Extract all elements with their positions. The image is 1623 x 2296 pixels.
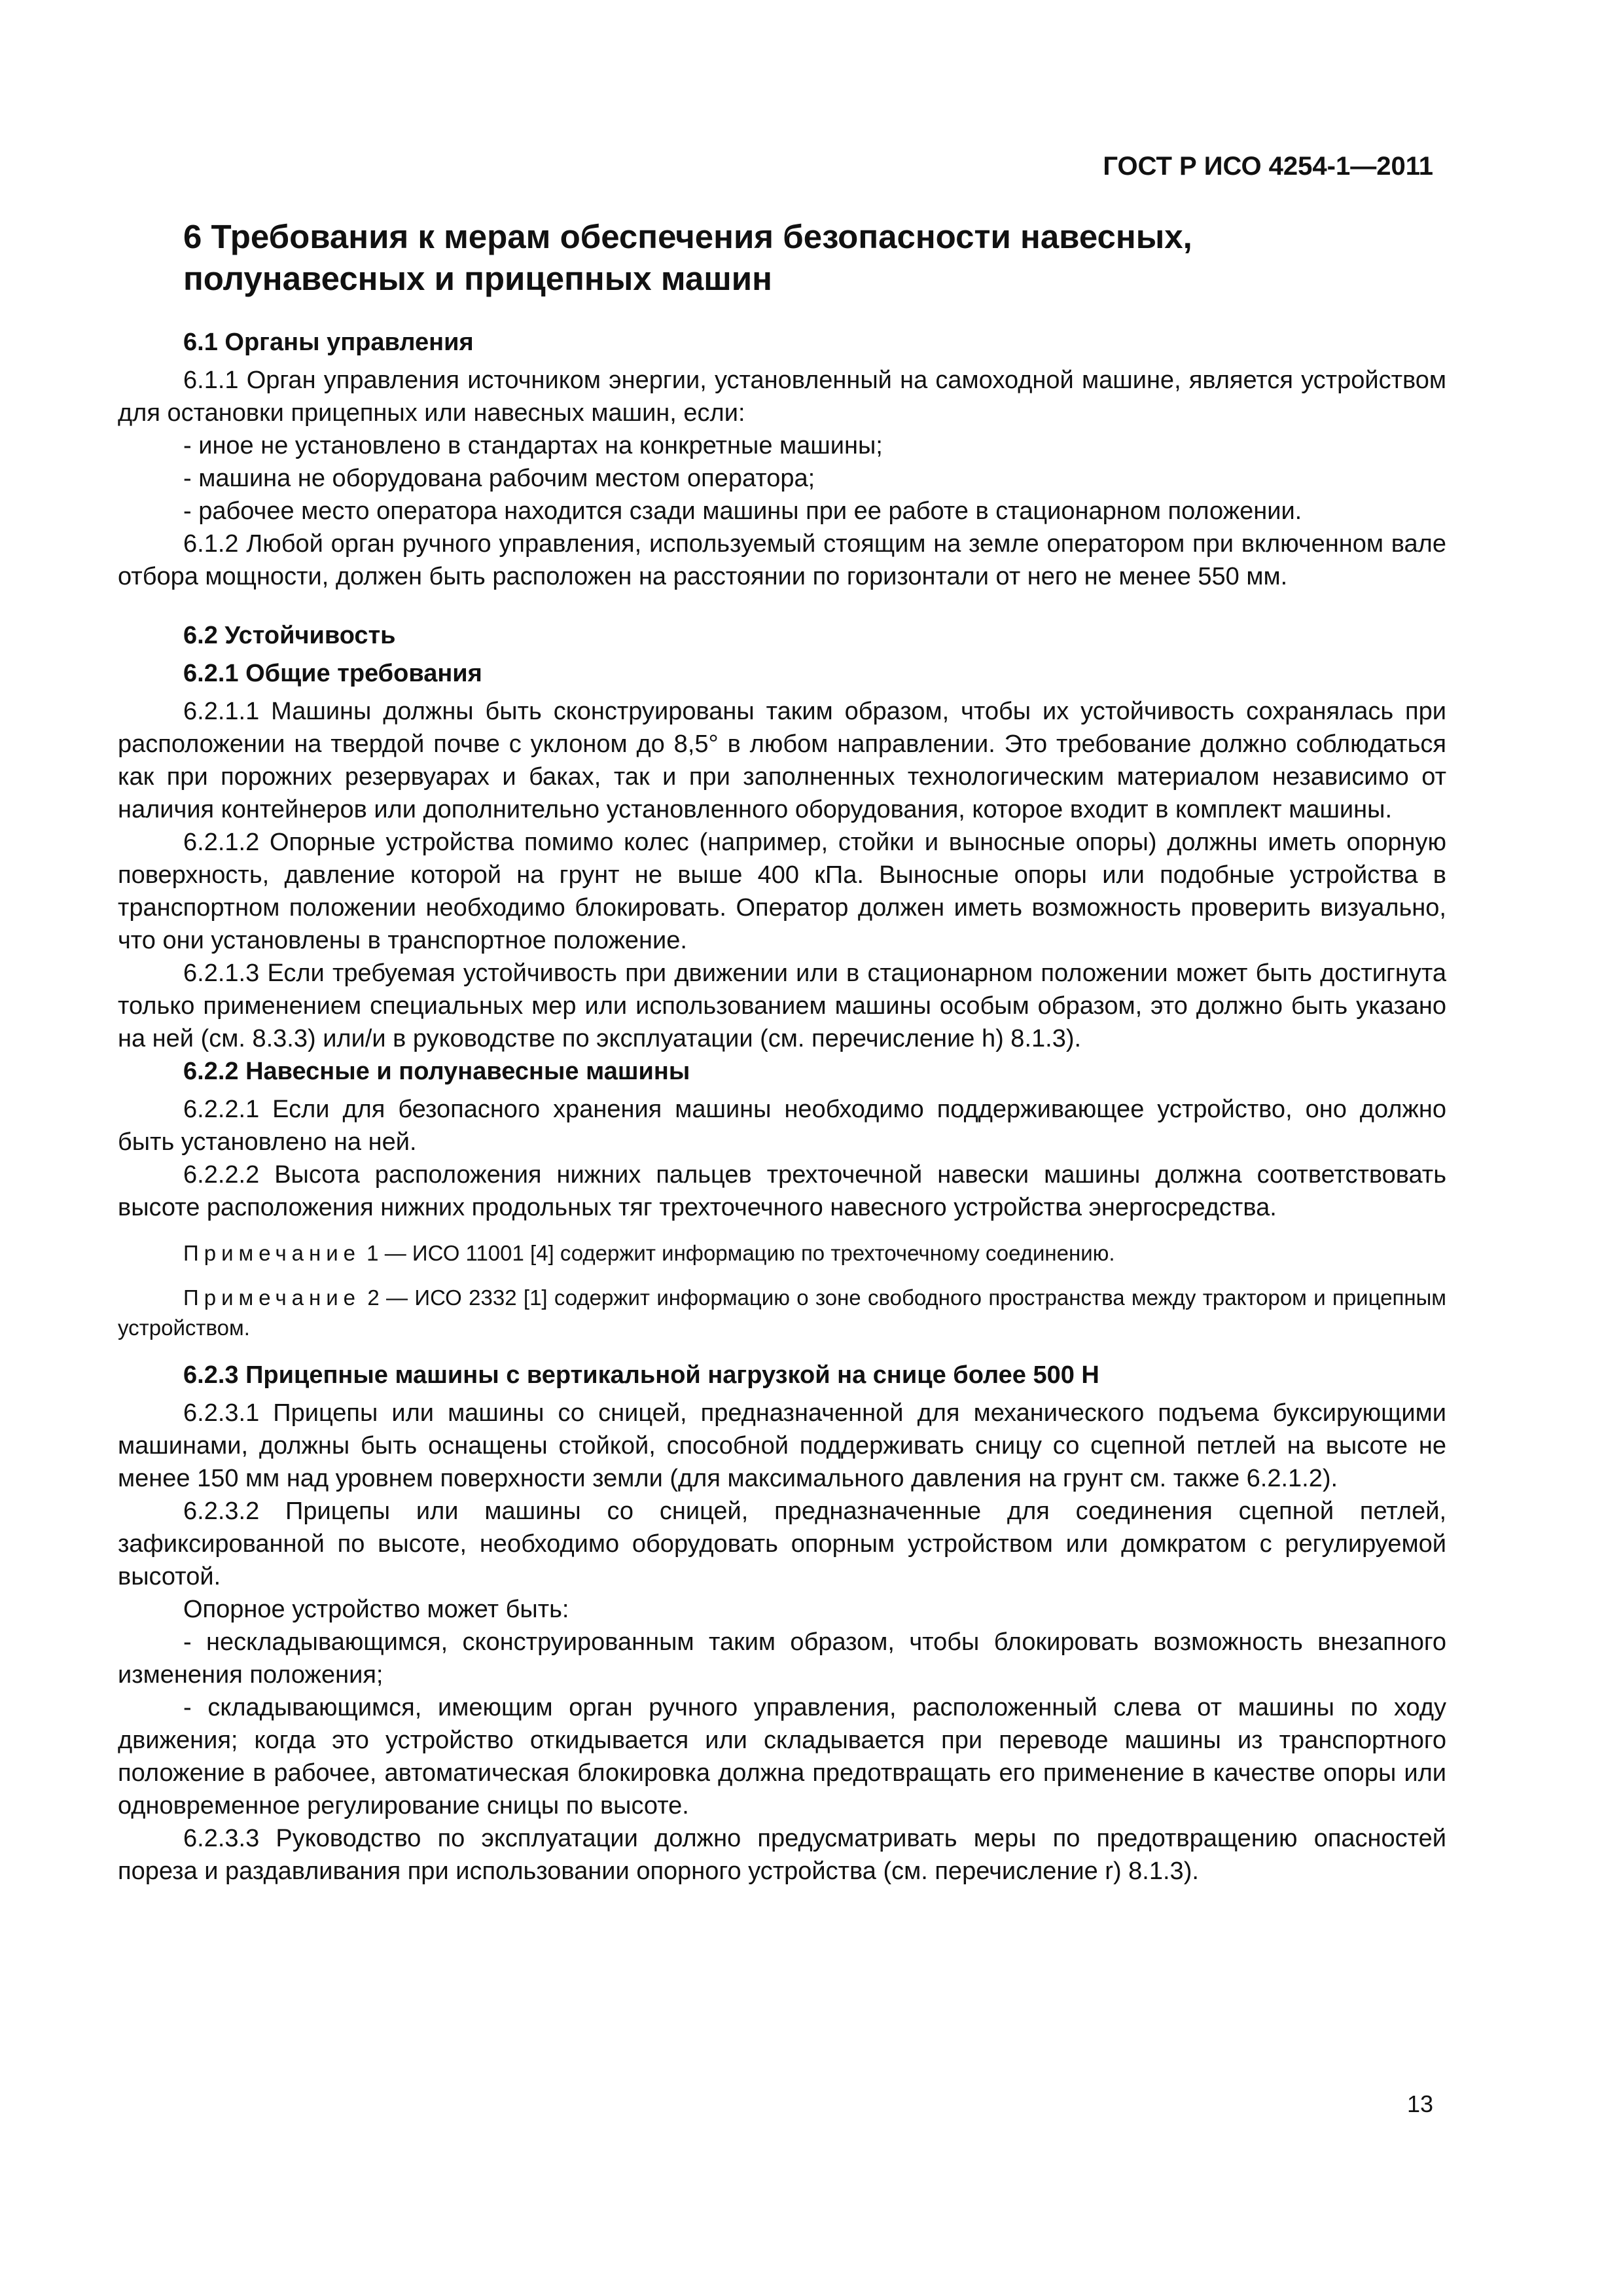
subsection-title-6-1: 6.1 Органы управления — [183, 329, 474, 356]
paragraph-6-2-3-3: 6.2.3.3 Руководство по эксплуатации должно предусматривать меры по предотвращению опасностей пореза и раздавливания при использовании опорного устройства (см. перечисление r) 8.1.3). — [118, 1825, 1446, 1885]
paragraph-6-2-3-2: 6.2.3.2 Прицепы или машины со сницей, предназначенные для соединения сцепной петлей, зафиксированной по высоте, необходимо оборудовать опорным устройством или домкратом с регулируемой высотой. — [118, 1498, 1446, 1590]
list-item: - иное не установлено в стандартах на конкретные машины; — [183, 432, 883, 459]
subsection-title-6-2-3: 6.2.3 Прицепные машины с вертикальной нагрузкой на снице более 500 Н — [183, 1361, 1099, 1389]
subsection-title-6-2-1: 6.2.1 Общие требования — [183, 660, 482, 687]
note-label: Примечание — [183, 1241, 361, 1265]
note-2 — [118, 1283, 1446, 1343]
paragraph-support-intro: Опорное устройство может быть: — [183, 1596, 569, 1623]
subsection-title-6-2-2: 6.2.2 Навесные и полунавесные машины — [183, 1058, 690, 1085]
list-item: - рабочее место оператора находится сзади машины при ее работе в стационарном положении. — [183, 497, 1302, 525]
subsection-title-6-2: 6.2 Устойчивость — [183, 622, 396, 649]
note-label: Примечание — [183, 1285, 361, 1310]
section-title-line-1: 6 Требования к мерам обеспечения безопасности навесных, — [183, 218, 1192, 255]
paragraph-6-1-1: 6.1.1 Орган управления источником энергии, установленный на самоходной машине, является устройством для остановки прицепных или навесных машин, если: — [118, 367, 1446, 427]
paragraph-6-2-1-1: 6.2.1.1 Машины должны быть сконструированы таким образом, чтобы их устойчивость сохранялась при расположении на твердой почве с уклоном до 8,5° в любом направлении. Это требование должно соблюдаться как при порожних резервуарах и баках, так и при заполненных технологическим материалом независимо от наличия контейнеров или дополнительно установленного оборудования, которое входит в комплект машины. — [118, 698, 1446, 823]
note-text: 1 — ИСО 11001 [4] содержит информацию по трехточечному соединению. — [361, 1241, 1115, 1265]
paragraph-6-2-1-2: 6.2.1.2 Опорные устройства помимо колес (например, стойки и выносные опоры) должны иметь опорную поверхность, давление которой на грунт не выше 400 кПа. Выносные опоры или подобные устройства в транспортном положении необходимо блокировать. Оператор должен иметь возможность проверить визуально, что они установлены в транспортное положение. — [118, 829, 1446, 954]
paragraph-6-2-3-1: 6.2.3.1 Прицепы или машины со сницей, предназначенной для механического подъема буксирующими машинами, должны быть оснащены стойкой, способной поддерживать сницу со сцепной петлей на высоте не менее 150 мм над уровнем поверхности земли (для максимального давления на грунт см. также 6.2.1.2). — [118, 1399, 1446, 1492]
note-1 — [118, 1238, 1446, 1268]
paragraph-6-2-2-1: 6.2.2.1 Если для безопасного хранения машины необходимо поддерживающее устройство, оно должно быть установлено на ней. — [118, 1096, 1446, 1156]
section-title-line-2: полунавесных и прицепных машин — [183, 260, 772, 297]
document-header: ГОСТ Р ИСО 4254-1—2011 — [1103, 152, 1433, 181]
paragraph-6-1-2: 6.1.2 Любой орган ручного управления, используемый стоящим на земле оператором при включенном вале отбора мощности, должен быть расположен на расстоянии по горизонтали от него не менее 550 мм. — [118, 530, 1446, 590]
paragraph-6-2-2-2: 6.2.2.2 Высота расположения нижних пальцев трехточечной навески машины должна соответствовать высоте расположения нижних продольных тяг трехточечного навесного устройства энергосредства. — [118, 1161, 1446, 1221]
section-title — [183, 216, 1446, 300]
paragraph-6-2-1-3: 6.2.1.3 Если требуемая устойчивость при движении или в стационарном положении может быть достигнута только применением специальных мер или использованием машины особым образом, это должно быть указано на ней (см. 8.3.3) или/и в руководстве по эксплуатации (см. перечисление h) 8.1.3). — [118, 960, 1446, 1052]
list-item: - машина не оборудована рабочим местом оператора; — [183, 465, 815, 492]
note-text: 2 — ИСО 2332 [1] содержит информацию о зоне свободного пространства между трактором и прицепным устройством. — [118, 1285, 1446, 1340]
document-body — [118, 209, 1446, 1888]
list-item: - складывающимся, имеющим орган ручного управления, расположенный слева от машины по ходу движения; когда это устройство откидывается или складывается при переводе машины из транспортного положение в рабочее, автоматическая блокировка должна предотвращать его применение в качестве опоры или одновременное регулирование сницы по высоте. — [118, 1694, 1446, 1820]
list-item: - нескладывающимся, сконструированным таким образом, чтобы блокировать возможность внезапного изменения положения; — [118, 1628, 1446, 1689]
page-number: 13 — [1406, 2090, 1433, 2117]
